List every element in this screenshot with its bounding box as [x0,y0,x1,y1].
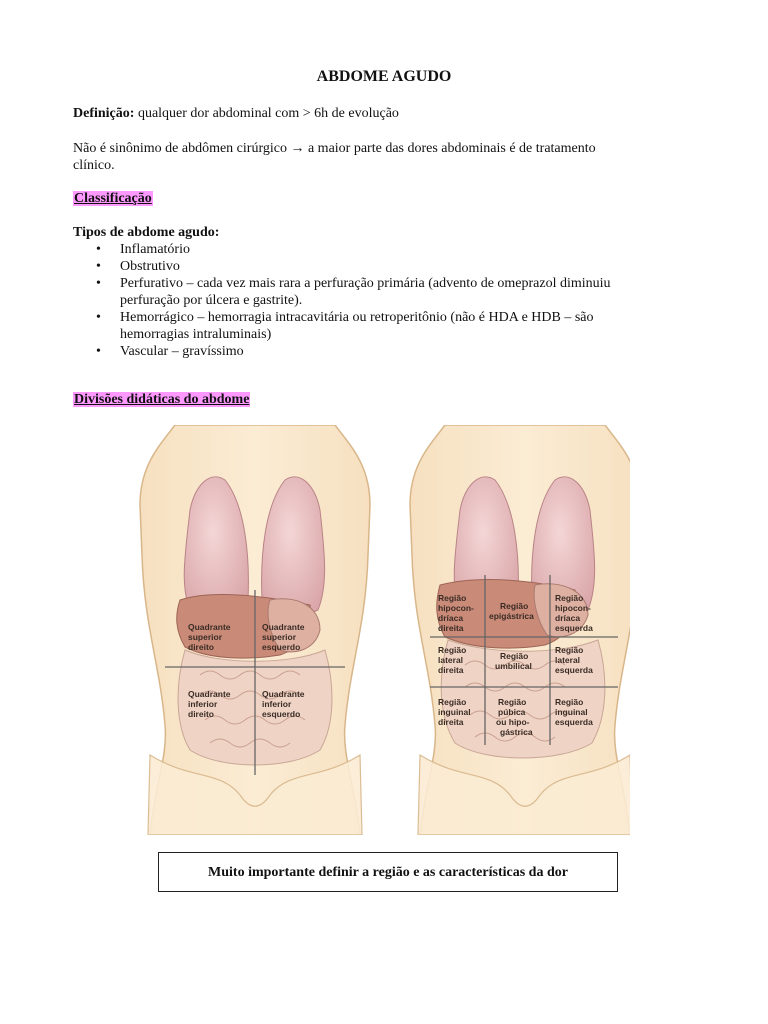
bullet: • [96,276,101,291]
divisions-heading: Divisões didáticas do abdome [74,392,250,407]
region-label-umbilical: Região umbilical [495,651,532,671]
region-label-pubic: Região púbica ou hipo-gástrica [496,697,533,737]
note-paragraph [73,140,673,174]
region-label-left-hypochondriac: Região hipocon-dríaca esquerda [555,593,593,633]
divisions-heading-wrap [73,391,673,408]
classification-heading-wrap [73,190,673,207]
types-heading: Tipos de abdome agudo: [73,225,220,240]
classification-heading: Classificação [74,191,152,206]
region-label-right-lateral: Região lateral direita [438,645,467,675]
important-note-box: Muito importante definir a região e as características da dor [158,852,618,892]
quadrant-label-lower-left: Quadrante inferior esquerdo [262,689,305,719]
bullet: • [96,344,101,359]
types-list [73,241,673,360]
bullet: • [96,242,101,257]
region-label-left-inguinal: Região inguinal esquerda [555,697,593,727]
bullet: • [96,310,101,325]
list-item: • Inflamatório [96,242,190,257]
note-line-2: clínico. [73,158,115,173]
left-torso [140,425,370,835]
quadrant-label-upper-right: Quadrante superior direito [188,622,231,652]
list-item: • Vascular – gravíssimo [96,344,244,359]
quadrant-label-lower-right: Quadrante inferior direito [188,689,231,719]
region-label-left-lateral: Região lateral esquerda [555,645,593,675]
region-label-right-hypochondriac: Região hipocon-dríaca direita [438,593,474,633]
definition-text: qualquer dor abdominal com > 6h de evolução [134,106,399,121]
region-label-right-inguinal: Região inguinal direita [438,697,471,727]
note-line-1: Não é sinônimo de abdômen cirúrgico → a maior parte das dores abdominais é de tratamento [73,141,596,156]
quadrant-label-upper-left: Quadrante superior esquerdo [262,622,305,652]
region-label-epigastric: Região epigástrica [489,601,534,621]
page-title: ABDOME AGUDO [316,68,452,85]
list-item: • Perfurativo – cada vez mais rara a perfuração primária (advento de omeprazol diminuiu perfuração por úlcera e gastrite). [96,276,611,308]
right-torso [410,425,630,835]
bullet: • [96,259,101,274]
list-item: • Obstrutivo [96,259,180,274]
list-item: • Hemorrágico – hemorragia intracavitária ou retroperitônio (não é HDA e HDB – são hemorragias intraluminais) [96,310,594,342]
definition-paragraph [73,105,673,122]
definition-label: Definição: [73,106,135,121]
abdomen-divisions-figure [130,425,630,835]
